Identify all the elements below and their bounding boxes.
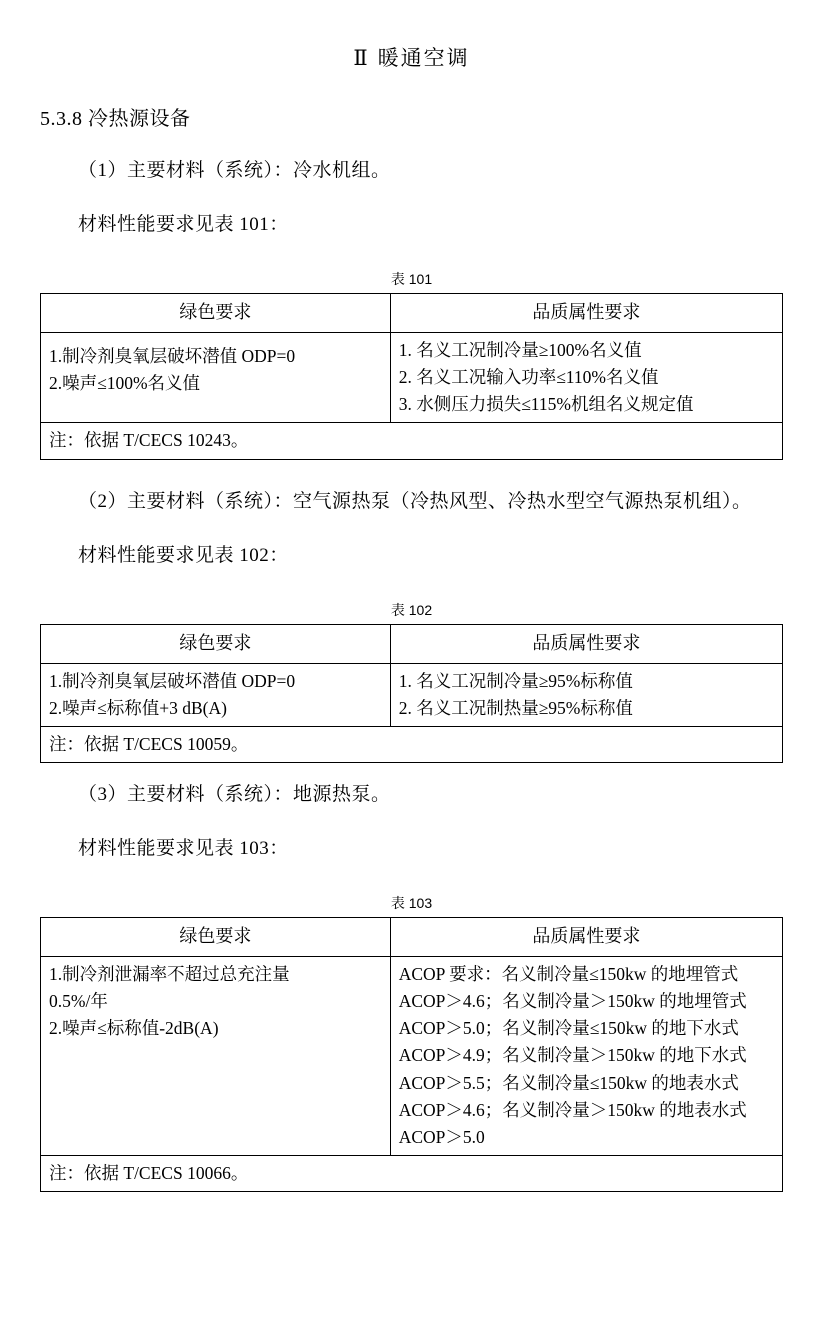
table-102-header-left: 绿色要求	[41, 624, 391, 663]
table-103-left-line-1: 1.制冷剂泄漏率不超过总充注量	[49, 964, 290, 985]
table-row	[41, 294, 783, 333]
table-row	[41, 663, 783, 726]
table-103-header-left: 绿色要求	[41, 918, 391, 957]
section-heading: 5.3.8 冷热源设备	[40, 108, 191, 130]
table-103-cell-left	[41, 957, 391, 1156]
table-101-left-line-1: 1.制冷剂臭氧层破坏潜值 ODP=0	[49, 346, 296, 367]
block-3-ref: 材料性能要求见表 103：	[78, 838, 289, 860]
table-102-cell-right	[390, 663, 782, 726]
block-2-ref: 材料性能要求见表 102：	[78, 544, 289, 566]
table-103	[40, 917, 783, 1192]
table-row	[41, 957, 783, 1156]
page-title-numeral: Ⅱ	[353, 46, 368, 70]
table-row	[41, 333, 783, 423]
table-101-right-line-3: 3. 水侧压力损失≤115%机组名义规定值	[398, 394, 694, 415]
table-101-caption: 表 101	[390, 271, 433, 288]
table-103-left-line-3: 2.噪声≤标称值-2dB(A)	[49, 1018, 219, 1039]
block-2-lead: （2）主要材料（系统）：空气源热泵（冷热风型、冷热水型空气源热泵机组）。	[78, 490, 752, 512]
table-102-left-line-2: 2.噪声≤标称值+3 dB(A)	[49, 697, 227, 718]
table-row	[41, 918, 783, 957]
table-101-note: 注：依据 T/CECS 10243。	[41, 423, 783, 459]
table-103-right-line-1: ACOP 要求：名义制冷量≤150kw 的地埋管式 ACOP＞4.6；名义制冷量＞150kw 的地埋管式 ACOP＞5.0；名义制冷量≤150kw 的地下水式 ACOP＞4.9；名义制冷量＞150kw 的地下水式 ACOP＞5.5；名义制冷量≤150kw 的地表水式 ACOP＞4.6；名义制冷量＞150kw 的地表水式 ACOP＞5.0	[398, 964, 747, 1147]
table-103-cell-right	[390, 957, 782, 1156]
table-102-cell-left	[41, 663, 391, 726]
table-103-caption: 表 103	[390, 895, 433, 912]
table-101-cell-left	[41, 333, 391, 423]
table-103-header-right: 品质属性要求	[390, 918, 782, 957]
table-101-right-line-1: 1. 名义工况制冷量≥100%名义值	[398, 340, 642, 361]
table-102-caption: 表 102	[390, 601, 433, 618]
table-102-header-right: 品质属性要求	[390, 624, 782, 663]
table-102-note: 注：依据 T/CECS 10059。	[41, 726, 783, 762]
table-101-header-left: 绿色要求	[41, 294, 391, 333]
table-103-note: 注：依据 T/CECS 10066。	[41, 1155, 783, 1191]
table-row	[41, 423, 783, 459]
table-101-header-right: 品质属性要求	[390, 294, 782, 333]
table-102-right-line-1: 1. 名义工况制冷量≥95%标称值	[398, 670, 633, 691]
table-103-left-line-2: 0.5%/年	[49, 991, 108, 1012]
page-title-text: 暖通空调	[377, 46, 470, 70]
table-102	[40, 624, 783, 763]
table-101-cell-right	[390, 333, 782, 423]
block-1-lead: （1）主要材料（系统）：冷水机组。	[78, 160, 391, 181]
table-row	[41, 726, 783, 762]
page-title	[40, 42, 783, 72]
table-101	[40, 293, 783, 459]
block-3-lead: （3）主要材料（系统）：地源热泵。	[78, 784, 391, 806]
table-row	[41, 624, 783, 663]
table-101-right-line-2: 2. 名义工况输入功率≤110%名义值	[398, 367, 659, 388]
table-101-left-line-2: 2.噪声≤100%名义值	[49, 373, 201, 394]
block-1-ref: 材料性能要求见表 101：	[78, 214, 289, 236]
table-102-right-line-2: 2. 名义工况制热量≥95%标称值	[398, 697, 633, 718]
table-102-left-line-1: 1.制冷剂臭氧层破坏潜值 ODP=0	[49, 670, 296, 691]
table-row	[41, 1155, 783, 1191]
